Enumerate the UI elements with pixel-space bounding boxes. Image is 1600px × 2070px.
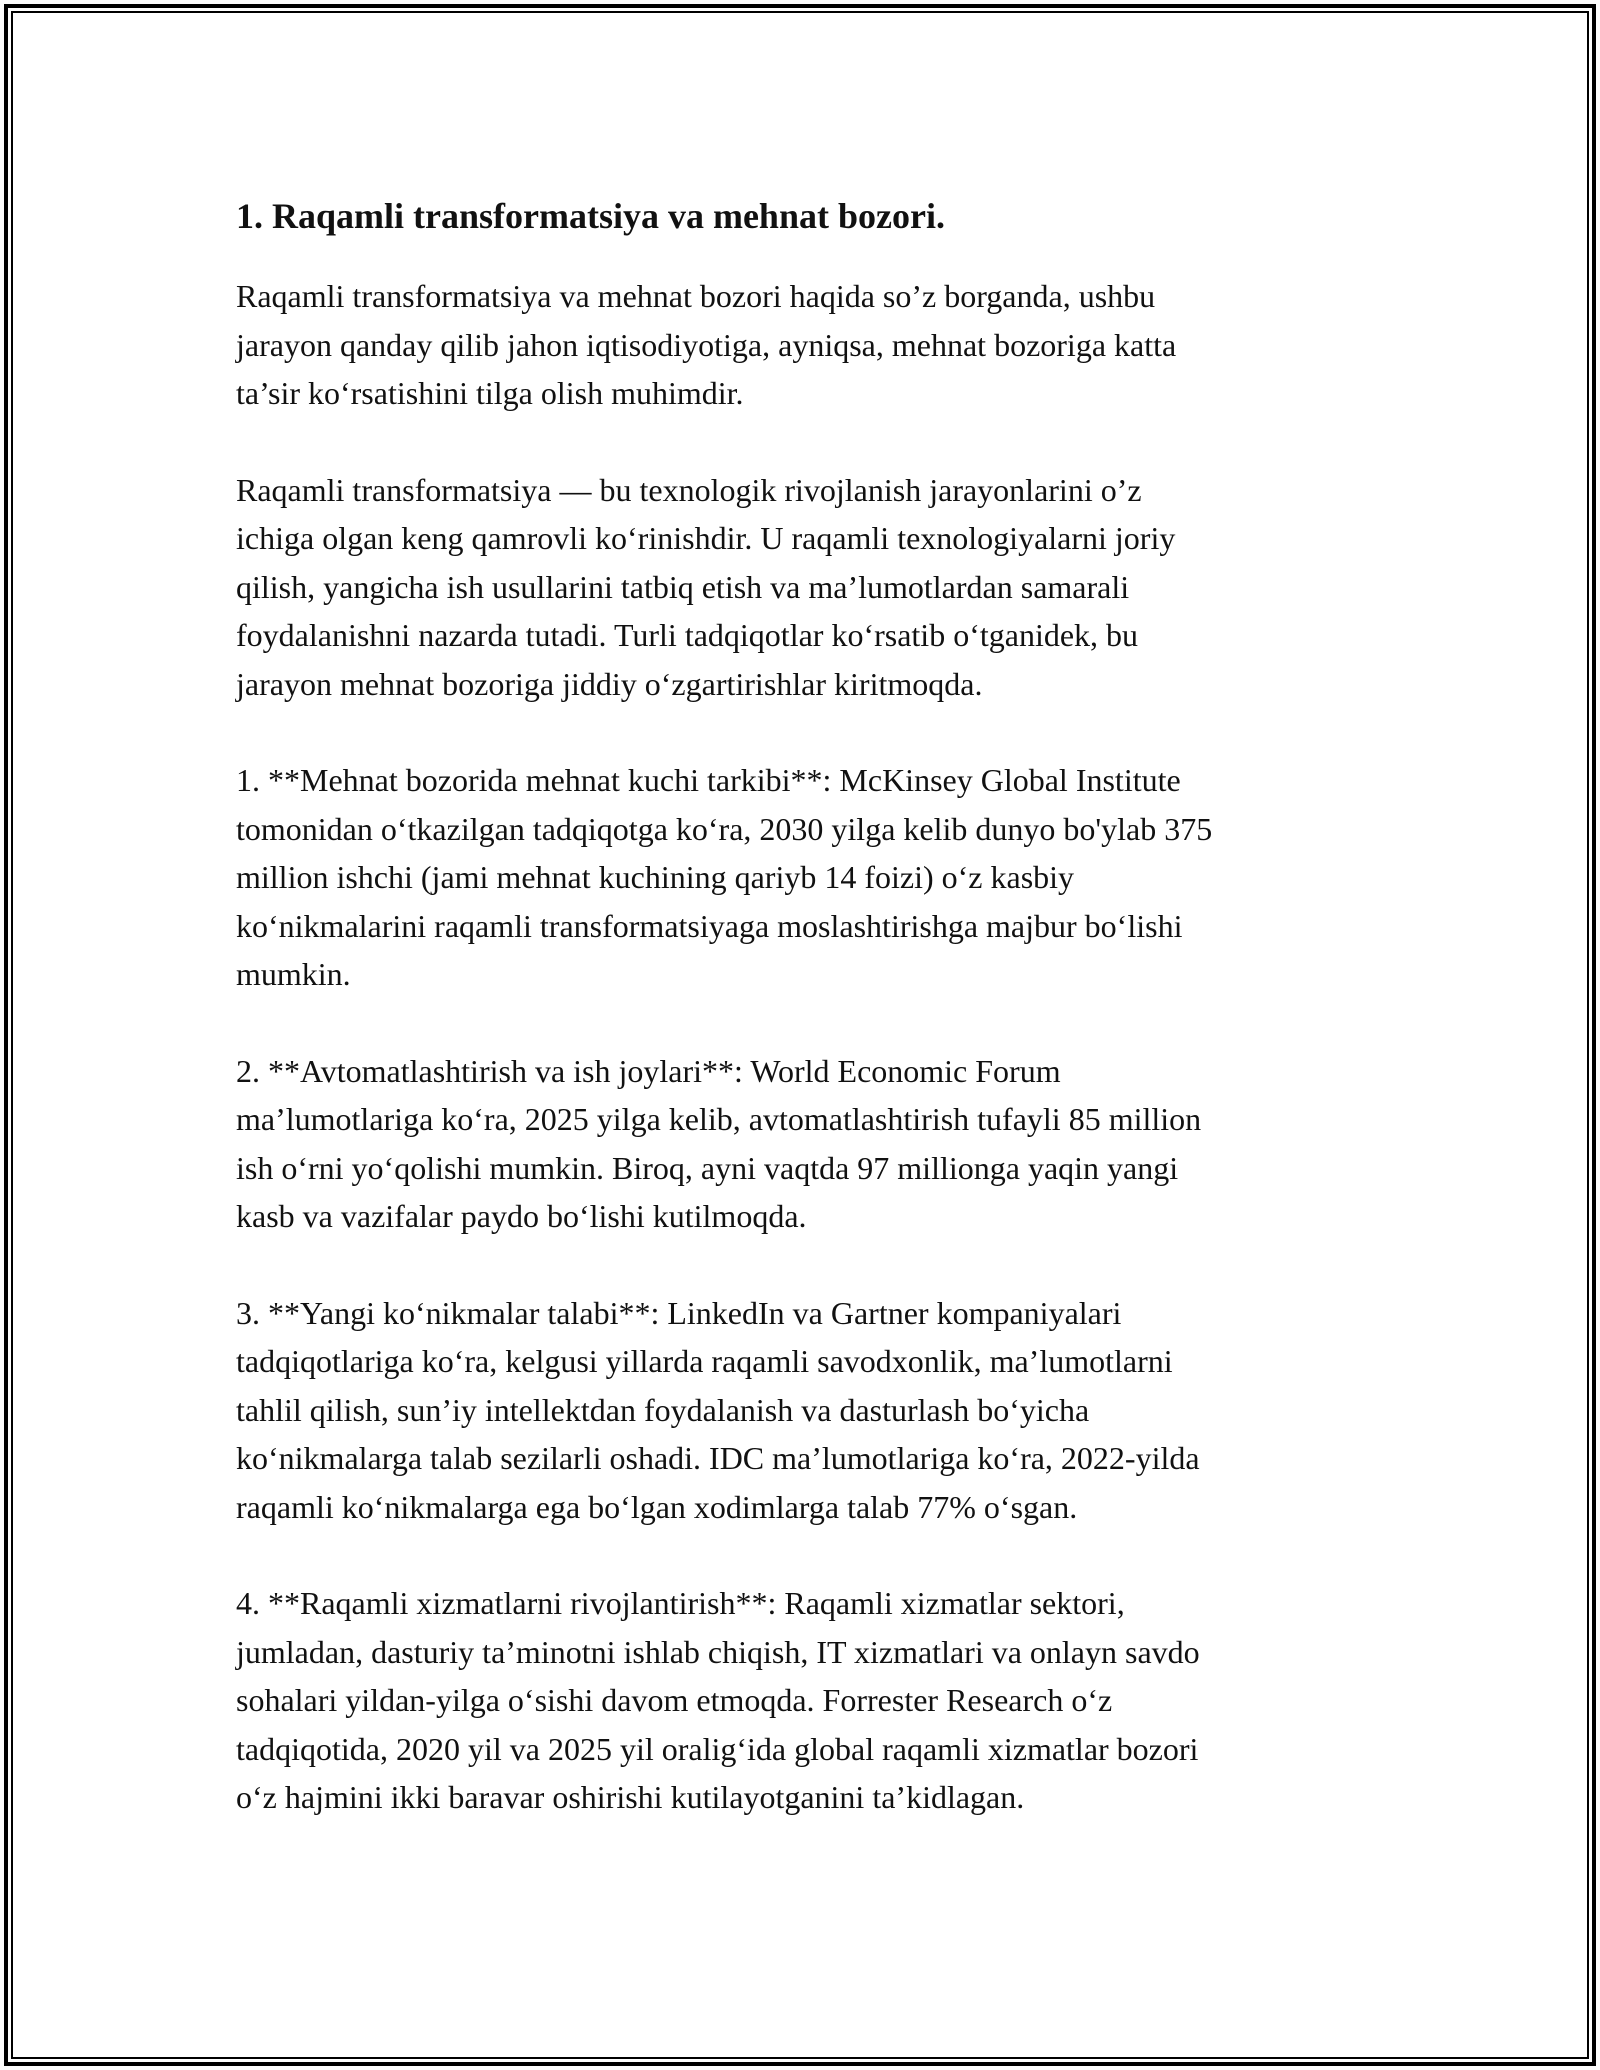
section-title: 1. Raqamli transformatsiya va mehnat bozori. [236, 196, 945, 236]
paragraph-intro: Raqamli transformatsiya va mehnat bozori haqida so’z borganda, ushbu jarayon qanday qilib jahon iqtisodiyotiga, ayniqsa, mehnat bozoriga katta ta’sir ko‘rsatishini tilga olish muhimdir. [236, 278, 1177, 411]
list-item-digital-services: 4. **Raqamli xizmatlarni rivojlantirish**: Raqamli xizmatlar sektori, jumladan, dasturiy ta’minotni ishlab chiqish, IT xizmatlari va onlayn savdo sohalari yildan-yilga o‘sishi davom etmoqda. Forrester Research o‘z tadqiqotida, 2020 yil va 2025 yil oralig‘ida global raqamli xizmatlar bozori o‘z hajmini ikki baravar oshirishi kutilayotganini ta’kidlagan. [236, 1585, 1200, 1815]
paragraph-definition: Raqamli transformatsiya — bu texnologik rivojlanish jarayonlarini o’z ichiga olgan keng qamrovli ko‘rinishdir. U raqamli texnologiyalarni joriy qilish, yangicha ish usullarini tatbiq etish va ma’lumotlardan samarali foydalanishni nazarda tutadi. Turli tadqiqotlar ko‘rsatib o‘tganidek, bu jarayon mehnat bozoriga jiddiy o‘zgartirishlar kiritmoqda. [236, 471, 1176, 702]
list-item-automation: 2. **Avtomatlashtirish va ish joylari**: World Economic Forum ma’lumotlariga ko‘ra, 2025 yilga kelib, avtomatlashtirish tufayli 85 million ish o‘rni yo‘qolishi mumkin. Biroq, ayni vaqtda 97 millionga yaqin yangi kasb va vazifalar paydo bo‘lishi kutilmoqda. [236, 1052, 1202, 1234]
list-item-skills: 3. **Yangi ko‘nikmalar talabi**: LinkedIn va Gartner kompaniyalari tadqiqotlariga ko‘ra, kelgusi yillarda raqamli savodxonlik, ma’lumotlarni tahlil qilish, sun’iy intellektdan foydalanish va dasturlash bo‘yicha ko‘nikmalarga talab sezilarli oshadi. IDC ma’lumotlariga ko‘ra, 2022-yilda raqamli ko‘nikmalarga ega bo‘lgan xodimlarga talab 77% o‘sgan. [236, 1294, 1200, 1525]
document-body [236, 186, 1376, 1870]
list-item-workforce: 1. **Mehnat bozorida mehnat kuchi tarkibi**: McKinsey Global Institute tomonidan o‘tkazilgan tadqiqotga ko‘ra, 2030 yilga kelib dunyo bo'ylab 375 million ishchi (jami mehnat kuchining qariyb 14 foizi) o‘z kasbiy ko‘nikmalarini raqamli transformatsiyaga moslashtirishga majbur bo‘lishi mumkin. [236, 762, 1213, 992]
